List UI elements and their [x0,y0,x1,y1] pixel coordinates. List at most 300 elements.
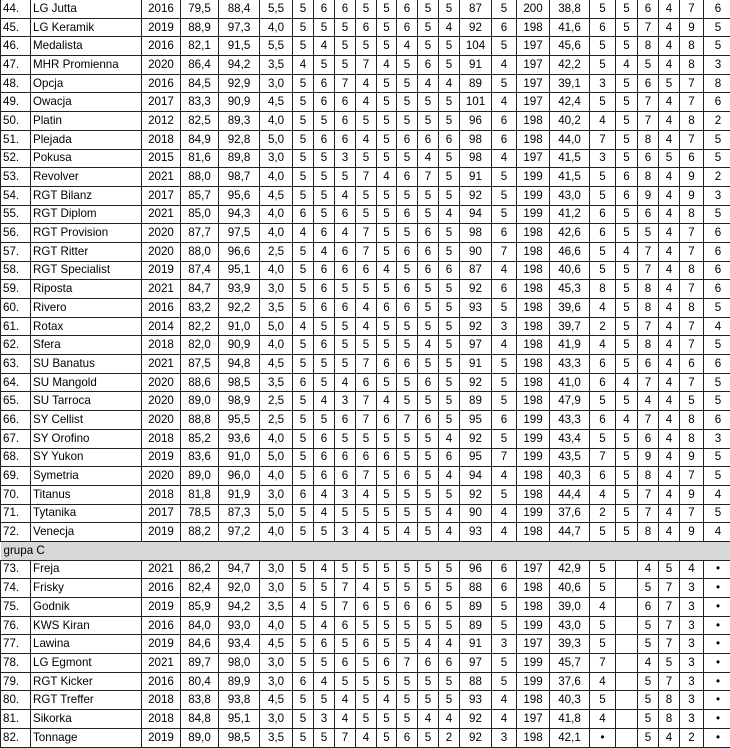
variety-name: RGT Bilanz [31,186,142,205]
table-cell: 41,2 [550,205,590,224]
table-cell: 5 [293,130,314,149]
table-cell: 4,0 [260,112,293,131]
table-cell: 7 [638,373,659,392]
table-cell: 5 [418,672,439,691]
table-cell: 93 [460,299,492,318]
table-cell: 6 [314,224,335,243]
table-cell: 6 [356,373,377,392]
variety-name: Symetria [31,467,142,486]
table-cell: 94 [460,467,492,486]
table-cell: 5 [418,616,439,635]
table-cell: 2018 [142,336,181,355]
table-cell: 87,5 [181,355,219,374]
table-cell: 4 [377,691,397,710]
table-cell: 5 [293,74,314,93]
table-cell: 5 [439,672,460,691]
table-cell: 5 [356,710,377,729]
table-cell: 91,9 [219,485,260,504]
table-cell: 5 [377,280,397,299]
table-cell: 199 [517,672,550,691]
table-cell: 4 [356,93,377,112]
table-cell: 44,4 [550,485,590,504]
table-cell: 89,0 [181,467,219,486]
table-cell: 6 [418,261,439,280]
table-cell: 8 [680,205,704,224]
table-cell: 6 [314,429,335,448]
table-cell: 3 [335,392,356,411]
table-cell: 5 [638,616,659,635]
table-cell: 91,0 [219,317,260,336]
table-cell: 5 [616,317,638,336]
table-cell: 79,5 [181,0,219,18]
table-cell: 199 [517,654,550,673]
row-number: 65. [1,392,31,411]
table-cell: 5 [293,616,314,635]
table-cell: 5 [590,560,616,579]
table-cell: 5 [397,429,418,448]
table-cell: 4 [638,560,659,579]
table-cell: 88,2 [181,523,219,542]
table-cell: 6 [638,0,659,18]
table-cell: 5 [314,691,335,710]
table-cell: 45,3 [550,280,590,299]
table-cell: 3,0 [260,485,293,504]
table-cell: 4 [356,523,377,542]
table-cell: 89 [460,74,492,93]
row-number: 78. [1,654,31,673]
table-cell: 89,8 [219,149,260,168]
table-cell: 7 [397,411,418,430]
table-cell: 4 [616,242,638,261]
table-cell: 81,8 [181,485,219,504]
table-row [1,355,730,374]
table-cell: 97,5 [219,224,260,243]
table-cell: 2021 [142,280,181,299]
row-number: 45. [1,18,31,37]
table-cell [616,579,638,598]
table-cell: 4,0 [260,205,293,224]
table-cell: 5 [293,411,314,430]
table-cell: 6 [293,485,314,504]
table-cell: 7 [492,242,517,261]
table-cell: 5 [590,261,616,280]
table-cell [616,635,638,654]
table-cell: • [704,710,730,729]
table-cell: 199 [517,616,550,635]
table-cell: 6 [590,224,616,243]
table-cell: 4 [377,261,397,280]
table-cell: 5 [397,710,418,729]
table-cell: 4,0 [260,616,293,635]
table-cell: 5 [356,186,377,205]
table-cell: 7 [356,168,377,187]
table-cell: 6 [314,448,335,467]
table-cell: 2 [704,112,730,131]
table-row [1,336,730,355]
table-cell: 89,0 [181,392,219,411]
table-cell: 5 [377,485,397,504]
table-cell: 5 [356,112,377,131]
table-cell: 5 [314,523,335,542]
table-row [1,317,730,336]
table-row [1,18,730,37]
table-cell: 4 [590,710,616,729]
table-cell: 4 [659,37,680,56]
variety-name: Tonnage [31,728,142,747]
variety-name: Titanus [31,485,142,504]
table-cell: 4 [418,336,439,355]
table-cell: 6 [293,205,314,224]
table-cell: 5 [377,728,397,747]
table-cell: 8 [638,523,659,542]
table-cell: 197 [517,560,550,579]
table-cell: 7 [638,242,659,261]
table-cell: 5,0 [260,504,293,523]
table-cell: 94,3 [219,205,260,224]
table-cell: 7 [659,579,680,598]
table-cell: 5 [397,112,418,131]
table-cell: 5 [492,205,517,224]
table-cell: 7 [356,242,377,261]
table-cell: 5 [397,56,418,75]
variety-name: RGT Treffer [31,691,142,710]
table-cell: 92,8 [219,130,260,149]
table-cell: 8 [680,112,704,131]
row-number: 49. [1,93,31,112]
table-cell: 4 [680,560,704,579]
table-cell: 5 [397,149,418,168]
variety-name: RGT Provision [31,224,142,243]
table-cell: 9 [680,485,704,504]
table-cell: 5 [377,186,397,205]
table-cell: 199 [517,429,550,448]
table-cell: 8 [680,429,704,448]
table-cell: 40,3 [550,467,590,486]
table-cell: 8 [680,261,704,280]
table-cell: 197 [517,56,550,75]
table-cell: 3 [314,710,335,729]
table-cell [616,710,638,729]
table-cell: 198 [517,299,550,318]
table-cell: 97 [460,654,492,673]
table-cell: 5 [492,355,517,374]
table-cell: 92 [460,728,492,747]
table-cell: 5 [377,616,397,635]
table-cell: 5 [418,429,439,448]
table-cell: 5 [590,186,616,205]
table-cell: 45,7 [550,654,590,673]
table-cell: 2016 [142,74,181,93]
table-cell: 91 [460,355,492,374]
table-cell: 7 [638,93,659,112]
table-cell: 9 [680,168,704,187]
table-cell: 6 [638,429,659,448]
variety-name: RGT Kicker [31,672,142,691]
table-cell: 47,9 [550,392,590,411]
table-cell: 5 [314,598,335,617]
table-cell: 4,5 [260,355,293,374]
table-cell: 3,0 [260,280,293,299]
table-cell: 6 [638,149,659,168]
table-cell: 3 [680,616,704,635]
table-cell: 5,5 [260,0,293,18]
table-cell: 7 [680,336,704,355]
table-cell: 5 [704,373,730,392]
table-cell: • [704,728,730,747]
table-cell: 4 [397,37,418,56]
table-cell: 7 [492,448,517,467]
table-cell [616,654,638,673]
row-number: 81. [1,710,31,729]
table-cell: 97 [460,336,492,355]
table-cell: 4 [377,168,397,187]
table-cell: 5 [439,280,460,299]
table-cell: 7 [335,728,356,747]
table-cell: 5 [397,336,418,355]
table-cell: 92,9 [219,74,260,93]
table-cell: 2 [439,728,460,747]
table-cell: 98 [460,149,492,168]
table-cell: • [704,598,730,617]
table-cell: 5 [590,93,616,112]
variety-name: SU Banatus [31,355,142,374]
table-cell: 5 [397,504,418,523]
table-cell: 4,0 [260,429,293,448]
table-cell: 6 [492,224,517,243]
table-row [1,672,730,691]
table-cell: 83,2 [181,299,219,318]
table-cell: 5 [492,74,517,93]
table-cell: 5 [397,485,418,504]
table-cell: 87 [460,0,492,18]
table-row [1,56,730,75]
table-cell: 7 [638,485,659,504]
table-cell: 43,0 [550,616,590,635]
table-cell: • [590,728,616,747]
table-cell: 5 [492,37,517,56]
table-cell: 5 [616,355,638,374]
table-cell: 5 [293,242,314,261]
table-cell: 5 [418,504,439,523]
table-cell: 4 [439,467,460,486]
table-cell [616,728,638,747]
table-row [1,130,730,149]
table-cell: 6 [492,560,517,579]
table-cell: 6 [356,448,377,467]
table-cell: 4 [492,504,517,523]
table-cell: 5 [439,0,460,18]
table-cell: 46,6 [550,242,590,261]
table-cell: 40,3 [550,691,590,710]
table-cell: 4 [492,523,517,542]
table-cell: 82,1 [181,37,219,56]
row-number: 67. [1,429,31,448]
table-cell: 5 [397,317,418,336]
table-cell: 4 [293,224,314,243]
row-number: 52. [1,149,31,168]
table-row [1,205,730,224]
row-number: 61. [1,317,31,336]
table-cell: 9 [680,18,704,37]
table-cell: 5 [492,598,517,617]
table-cell: 5 [293,93,314,112]
table-cell: 90 [460,242,492,261]
table-cell: 91 [460,56,492,75]
table-cell: 5 [638,224,659,243]
table-cell: 41,0 [550,373,590,392]
table-cell: 4 [356,317,377,336]
table-cell: 4 [293,317,314,336]
table-cell: 89 [460,616,492,635]
table-row [1,579,730,598]
table-cell: 5 [293,261,314,280]
table-cell: 6 [590,373,616,392]
table-cell: 5,0 [260,130,293,149]
table-cell: 5 [439,579,460,598]
table-cell: 5 [418,317,439,336]
table-cell: 4 [335,186,356,205]
table-cell: 5 [704,504,730,523]
table-cell: 3 [335,485,356,504]
table-cell: 5 [314,149,335,168]
variety-name: LG Jutta [31,0,142,18]
table-cell: 5 [492,0,517,18]
table-cell: 5 [659,149,680,168]
table-cell: 5 [590,37,616,56]
table-cell: 4 [659,504,680,523]
table-cell: 5 [397,560,418,579]
table-cell: 8 [680,299,704,318]
variety-name: SU Tarroca [31,392,142,411]
table-cell: 5 [356,280,377,299]
table-cell: 5 [616,299,638,318]
table-cell: 7 [680,93,704,112]
table-cell: 5 [590,242,616,261]
table-row [1,635,730,654]
table-cell: 5 [314,205,335,224]
table-cell: 41,6 [550,18,590,37]
table-cell: 7 [659,635,680,654]
table-cell: 4 [659,168,680,187]
table-cell: 5 [616,261,638,280]
table-cell: • [704,691,730,710]
table-cell: 3 [590,74,616,93]
variety-name: RGT Ritter [31,242,142,261]
table-cell: 198 [517,261,550,280]
table-cell: 5 [335,168,356,187]
table-cell: 5 [704,392,730,411]
table-cell: 6 [590,411,616,430]
table-cell: 4 [590,112,616,131]
row-number: 82. [1,728,31,747]
table-cell: 86,4 [181,56,219,75]
variety-name: Tytanika [31,504,142,523]
table-cell: 81,6 [181,149,219,168]
table-cell: 6 [314,336,335,355]
table-cell: 4 [356,485,377,504]
table-cell: 5 [680,392,704,411]
table-cell: 42,6 [550,224,590,243]
table-cell: 8 [638,37,659,56]
table-cell: 5 [590,392,616,411]
table-cell: 4 [492,710,517,729]
table-cell: 2019 [142,18,181,37]
table-cell: 2019 [142,598,181,617]
table-cell: 9 [638,186,659,205]
table-cell: 7 [638,411,659,430]
table-cell: 43,5 [550,448,590,467]
variety-name: LG Keramik [31,18,142,37]
table-cell: 95 [460,411,492,430]
table-cell: 7 [680,74,704,93]
table-cell: 8 [680,37,704,56]
table-cell: 4 [659,112,680,131]
table-cell: 197 [517,93,550,112]
table-cell: 6 [314,93,335,112]
table-cell: 3,5 [260,299,293,318]
table-cell: 6 [397,168,418,187]
table-cell: 4,0 [260,523,293,542]
table-cell: 40,6 [550,261,590,280]
table-cell: 6 [397,18,418,37]
table-cell: 4 [638,654,659,673]
table-cell: 5 [335,429,356,448]
table-cell: 8 [638,336,659,355]
table-row [1,429,730,448]
variety-name: LG Egmont [31,654,142,673]
table-cell: 6 [397,728,418,747]
table-cell: 4 [314,560,335,579]
table-cell: 5 [356,560,377,579]
row-number: 60. [1,299,31,318]
table-cell: 7 [680,242,704,261]
table-cell: 198 [517,317,550,336]
row-number: 57. [1,242,31,261]
table-cell: 82,2 [181,317,219,336]
table-cell: 3,5 [260,598,293,617]
table-cell: 80,4 [181,672,219,691]
table-cell: 43,3 [550,411,590,430]
table-cell: 3,5 [260,373,293,392]
table-cell: 7 [356,392,377,411]
row-number: 56. [1,224,31,243]
table-cell: 43,0 [550,186,590,205]
table-cell: 7 [590,448,616,467]
table-cell: 5 [293,448,314,467]
table-cell: 98,5 [219,728,260,747]
table-cell: 93 [460,691,492,710]
table-cell: 6 [356,598,377,617]
table-cell: 4 [439,523,460,542]
table-cell: 88,0 [181,168,219,187]
table-cell: 6 [418,224,439,243]
table-cell: 39,7 [550,317,590,336]
table-cell: 5 [659,74,680,93]
table-cell: 3 [704,56,730,75]
table-cell: 89 [460,598,492,617]
table-cell: 4 [659,0,680,18]
table-cell: 5 [314,355,335,374]
table-cell: 4 [704,523,730,542]
table-cell: 5 [314,168,335,187]
table-cell: 7 [356,467,377,486]
table-cell: 5 [356,691,377,710]
table-cell: 6 [397,0,418,18]
table-cell: 5 [439,168,460,187]
table-cell: 6 [418,373,439,392]
table-cell: 2014 [142,317,181,336]
table-cell: 5 [335,317,356,336]
